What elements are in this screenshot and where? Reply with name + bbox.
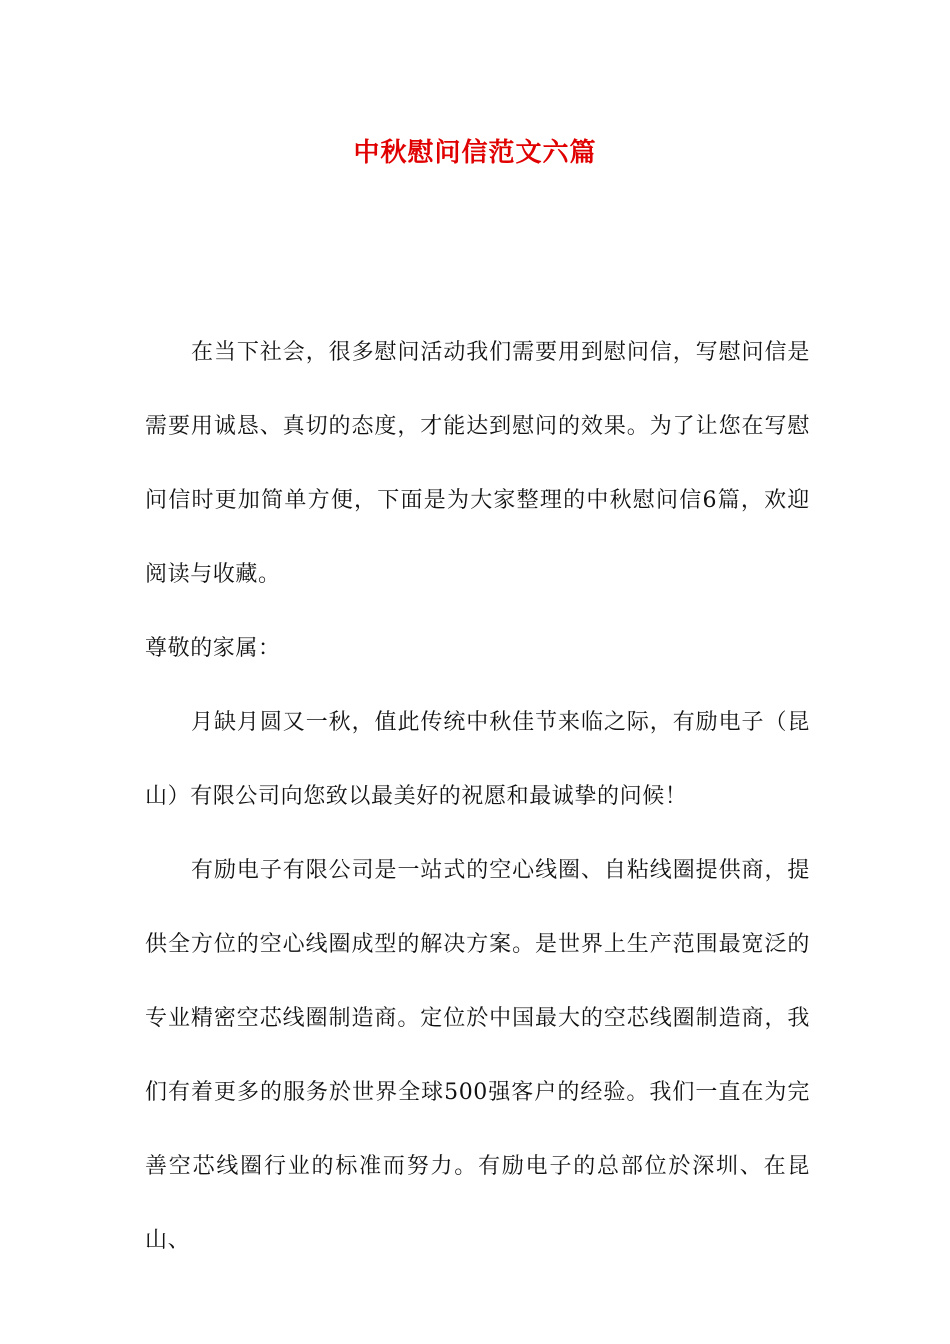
greeting-paragraph: 月缺月圆又一秋，值此传统中秋佳节来临之际，有励电子（昆山）有限公司向您致以最美好的祝愿和最诚挚的问候！ bbox=[145, 710, 810, 809]
company-paragraph: 有励电子有限公司是一站式的空心线圈、自粘线圈提供商，提供全方位的空心线圈成型的解决方案。是世界上生产范围最宽泛的专业精密空芯线圈制造商。定位於中国最大的空芯线圈制造商，我们有着更多的服务於世界全球500强客户的经验。我们一直在为完善空芯线圈行业的标准而努力。有励电子的总部位於深圳、在昆山、 bbox=[145, 858, 810, 1253]
document-body bbox=[145, 316, 810, 1278]
document-title: 中秋慰问信范文六篇 bbox=[353, 138, 597, 168]
intro-paragraph: 在当下社会，很多慰问活动我们需要用到慰问信，写慰问信是需要用诚恳、真切的态度，才能达到慰问的效果。为了让您在写慰问信时更加简单方便，下面是为大家整理的中秋慰问信6篇，欢迎阅读与收藏。 bbox=[145, 340, 810, 587]
salutation: 尊敬的家属： bbox=[145, 636, 281, 661]
